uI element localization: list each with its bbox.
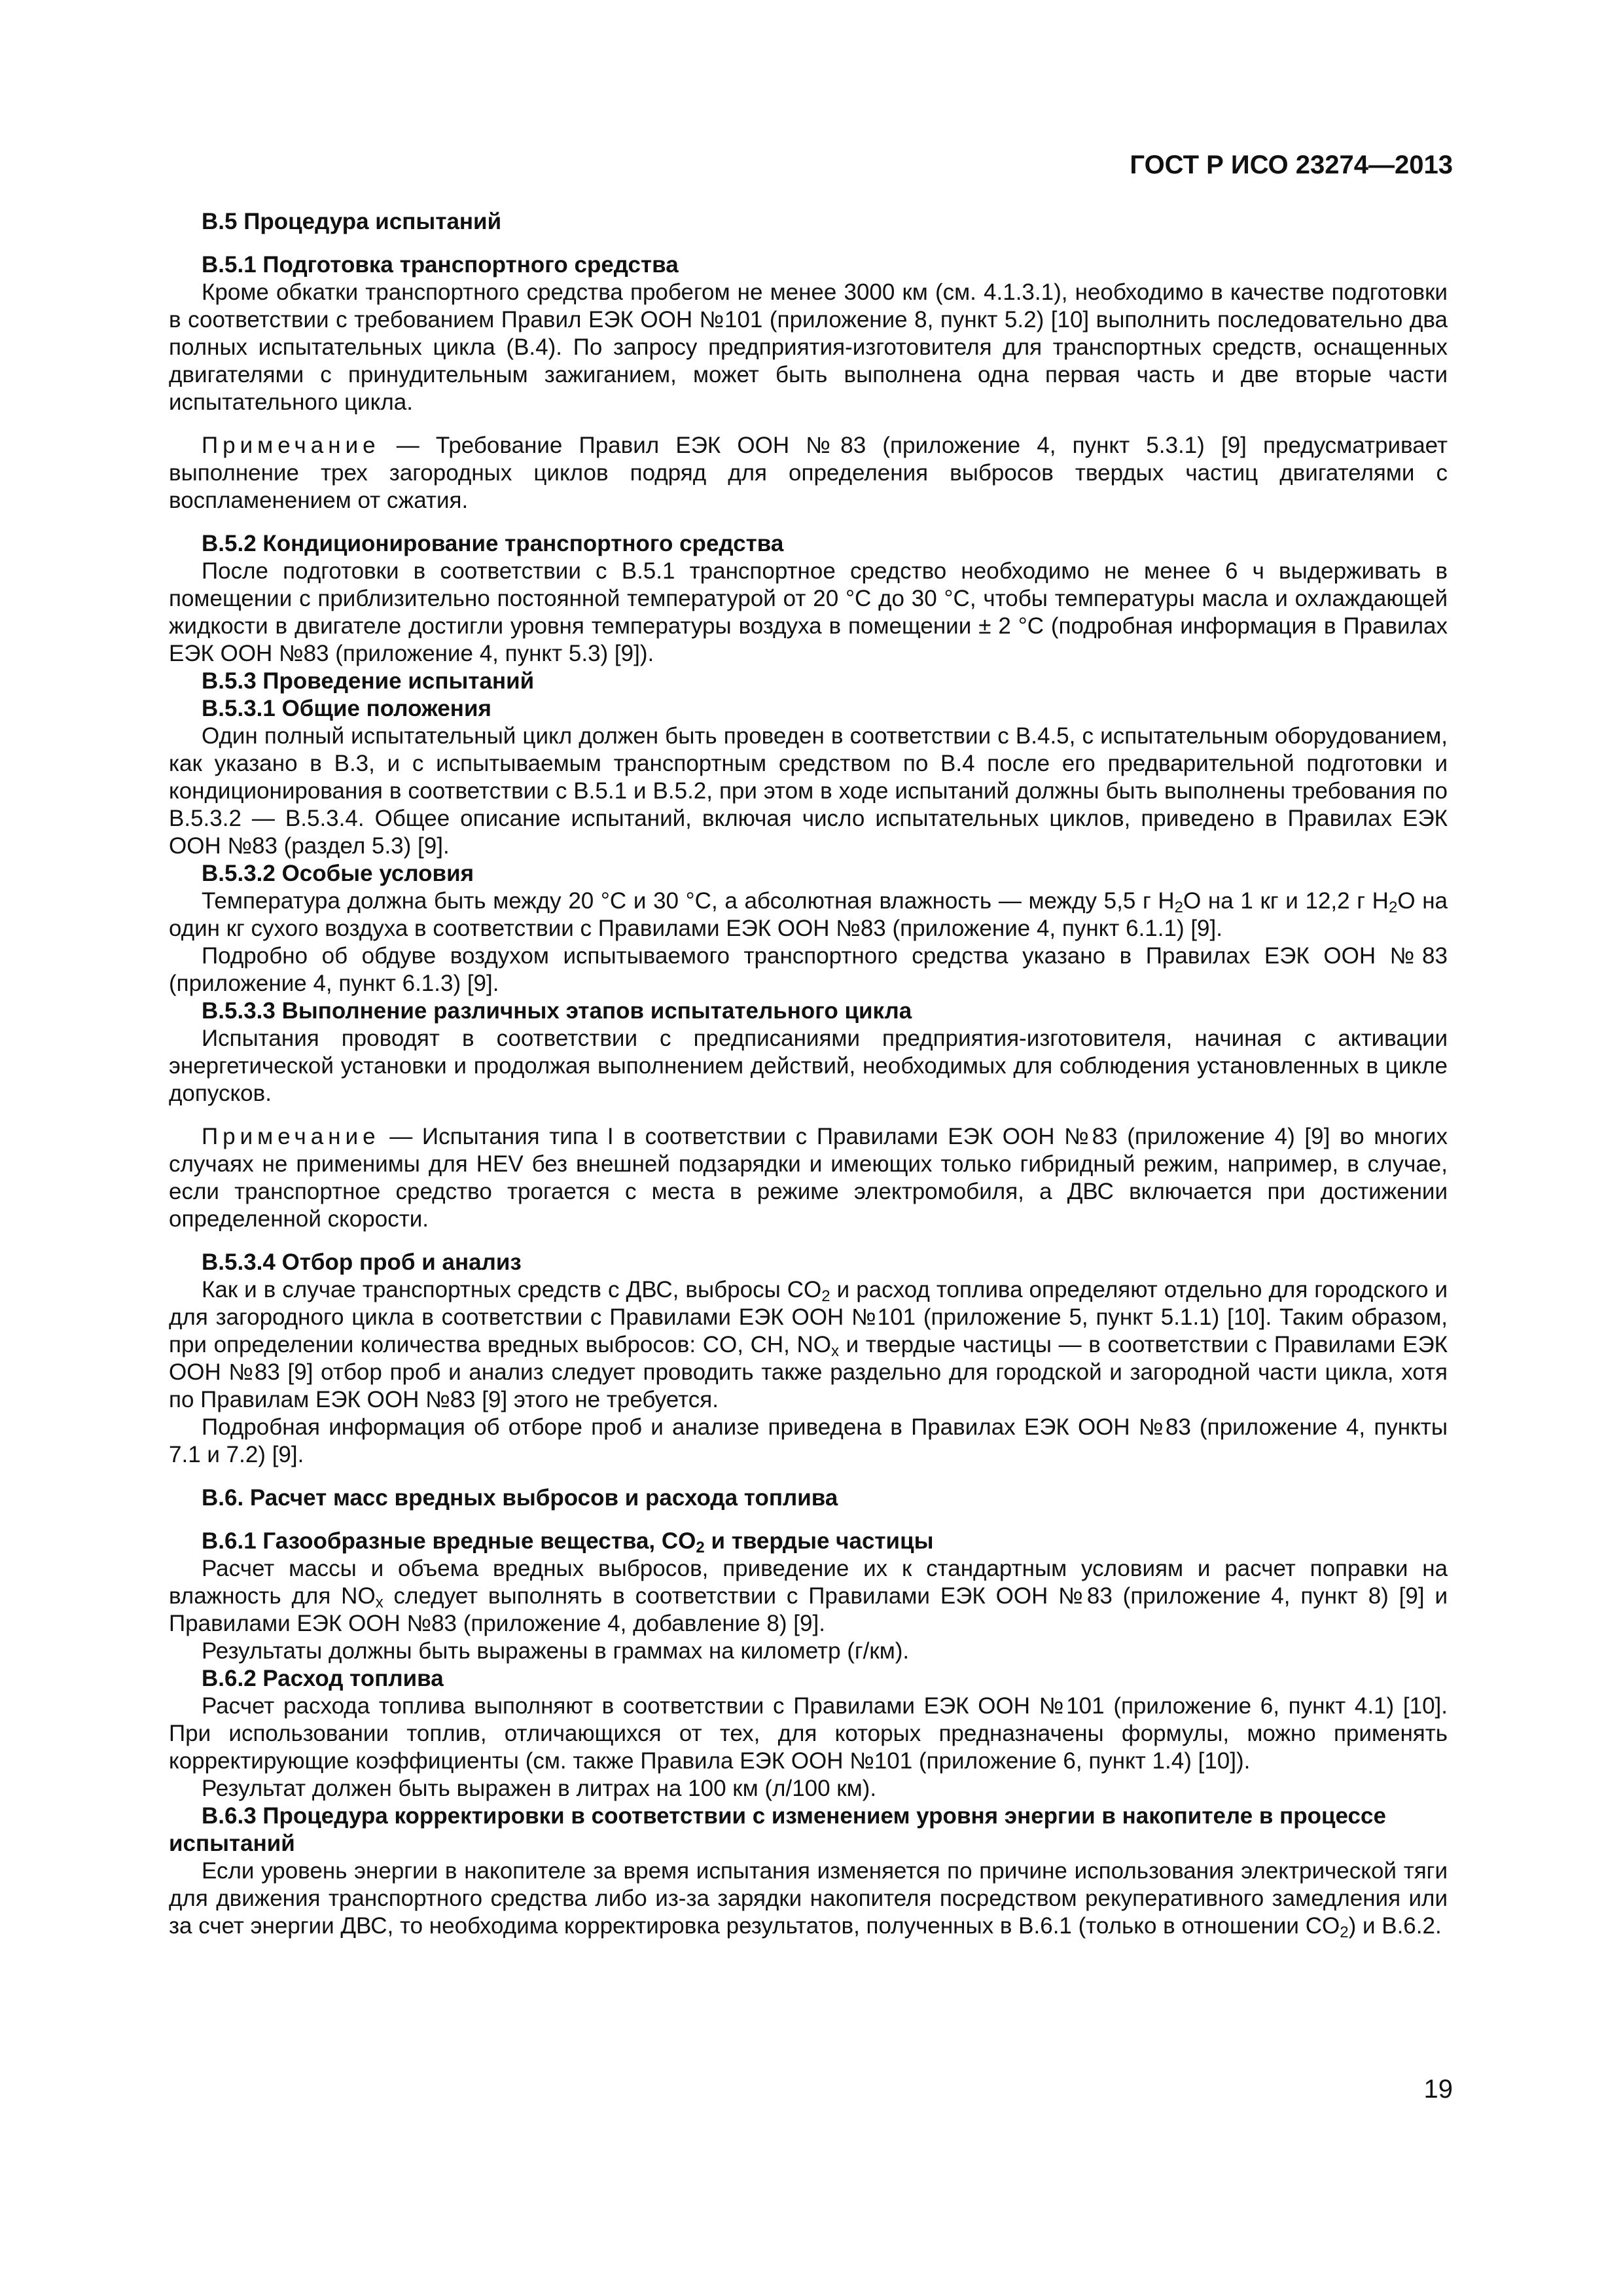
paragraph-b533: Испытания проводят в соответствии с предписаниями предприятия-изготовителя, начиная с активации энергетической установки и продолжая выполнением действий, необходимых для соблюдения установленных в цикле допусков.	[169, 1026, 1448, 1106]
subscript: 2	[821, 1287, 830, 1305]
section-heading-b6: В.6. Расчет масс вредных выбросов и расхода топлива	[202, 1485, 838, 1511]
section-heading-b534: В.5.3.4 Отбор проб и анализ	[202, 1249, 522, 1275]
subscript: 2	[1388, 899, 1398, 916]
page-body	[169, 208, 1448, 1940]
text-run: O на один кг сухого воздуха в соответствии с Правилами ЕЭК ООН №83 (приложение 4, пункт 6.1.1) [9].	[169, 888, 1448, 941]
section-heading-b61	[169, 1528, 1448, 1555]
text-run: В.6.1 Газообразные вредные вещества, CO	[202, 1528, 696, 1554]
paragraph-b62: Расчет расхода топлива выполняют в соответствии с Правилами ЕЭК ООН №101 (приложение 6, пункт 4.1) [10]. При использовании топлив, отличающихся от тех, для которых предназначены формулы, можно применять корректирующие коэффициенты (см. также Правила ЕЭК ООН №101 (приложение 6, пункт 1.4) [10]).	[169, 1693, 1448, 1774]
section-heading-b53: В.5.3 Проведение испытаний	[202, 668, 535, 694]
paragraph-b62-2: Результат должен быть выражен в литрах на 100 км (л/100 км).	[202, 1776, 877, 1801]
text-run: Если уровень энергии в накопителе за время испытания изменяется по причине использования электрической тяги для движения транспортного средства либо из-за зарядки накопителя посредством рекуперативного замедления или за счет энергии ДВС, то необходима корректировка результатов, полученных в В.6.1 (только в отношении CO	[169, 1858, 1448, 1939]
section-heading-b5: В.5 Процедура испытаний	[202, 209, 502, 234]
text-run: следует выполнять в соответствии с Правилами ЕЭК ООН №83 (приложение 4, пункт 8) [9] и Правилами ЕЭК ООН №83 (приложение 4, добавление 8) [9].	[169, 1583, 1448, 1636]
section-heading-b62: В.6.2 Расход топлива	[202, 1666, 444, 1691]
subscript: 2	[1174, 899, 1184, 916]
note-1	[169, 432, 1448, 514]
paragraph-b532-2: Подробно об обдуве воздухом испытываемого транспортного средства указано в Правилах ЕЭК ООН №83 (приложение 4, пункт 6.1.3) [9].	[169, 943, 1448, 996]
standard-designation: ГОСТ Р ИСО 23274—2013	[1130, 151, 1453, 179]
text-run: Расчет массы и объема вредных выбросов, приведение их к стандартным условиям и расчет поправки на влажность для NO	[169, 1556, 1448, 1609]
paragraph-b532	[169, 888, 1448, 942]
note-label: Примечание	[202, 433, 380, 458]
paragraph-b534-2: Подробная информация об отборе проб и анализе приведена в Правилах ЕЭК ООН №83 (приложение 4, пункты 7.1 и 7.2) [9].	[169, 1414, 1448, 1467]
paragraph-b61	[169, 1555, 1448, 1638]
text-run: O на 1 кг и 12,2 г H	[1183, 888, 1389, 914]
note-2	[169, 1123, 1448, 1233]
text-run: и расход топлива определяют отдельно для городского и для загородного цикла в соответствии с Правилами ЕЭК ООН №101 (приложение 5, пункт 5.1.1) [10]. Таким образом, при определении количества вредных выбросов: CO, CH, NO	[169, 1277, 1448, 1357]
subscript: 2	[1340, 1924, 1349, 1941]
paragraph-b61-2: Результаты должны быть выражены в граммах на километр (г/км).	[202, 1638, 910, 1664]
section-heading-b531: В.5.3.1 Общие положения	[202, 696, 491, 721]
section-heading-b63: В.6.3 Процедура корректировки в соответствии с изменением уровня энергии в накопителе в процессе испытаний	[169, 1803, 1386, 1856]
subscript: x	[831, 1342, 840, 1360]
page-number: 19	[1423, 2075, 1453, 2104]
note-1-text: — Требование Правил ЕЭК ООН №83 (приложение 4, пункт 5.3.1) [9] предусматривает выполнение трех загородных циклов подряд для определения выбросов твердых частиц двигателями с воспламенением от сжатия.	[169, 433, 1448, 513]
paragraph-b52: После подготовки в соответствии с В.5.1 транспортное средство необходимо не менее 6 ч выдерживать в помещении с приблизительно постоянной температурой от 20 °С до 30 °С, чтобы температуры масла и охлаждающей жидкости в двигателе достигли уровня температуры воздуха в помещении ± 2 °С (подробная информация в Правилах ЕЭК ООН №83 (приложение 4, пункт 5.3) [9]).	[169, 558, 1448, 666]
section-heading-b51: В.5.1 Подготовка транспортного средства	[202, 252, 679, 278]
subscript: 2	[696, 1539, 705, 1556]
paragraph-b534	[169, 1276, 1448, 1414]
section-heading-b533: В.5.3.3 Выполнение различных этапов испытательного цикла	[202, 998, 912, 1024]
paragraph-b51: Кроме обкатки транспортного средства пробегом не менее 3000 км (см. 4.1.3.1), необходимо в качестве подготовки в соответствии с требованием Правил ЕЭК ООН №101 (приложение 8, пункт 5.2) [10] выполнить последовательно два полных испытательных цикла (В.4). По запросу предприятия-изготовителя для транспортных средств, оснащенных двигателями с принудительным зажиганием, может быть выполнена одна первая часть и две вторые части испытательного цикла.	[169, 279, 1448, 415]
text-run: Температура должна быть между 20 °С и 30 °С, а абсолютная влажность — между 5,5 г H	[202, 888, 1175, 914]
paragraph-b63	[169, 1857, 1448, 1940]
text-run: и твердые частицы	[704, 1528, 934, 1554]
subscript: x	[375, 1594, 383, 1611]
section-heading-b532: В.5.3.2 Особые условия	[202, 861, 474, 886]
note-2-text: — Испытания типа I в соответствии с Правилами ЕЭК ООН №83 (приложение 4) [9] во многих случаях не применимы для HEV без внешней подзарядки и имеющих только гибридный режим, например, в случае, если транспортное средство трогается с места в режиме электромобиля, а ДВС включается при достижении определенной скорости.	[169, 1124, 1448, 1232]
text-run: ) и В.6.2.	[1348, 1913, 1442, 1939]
text-run: Как и в случае транспортных средств с ДВС, выбросы CO	[202, 1277, 822, 1302]
section-heading-b52: В.5.2 Кондиционирование транспортного средства	[202, 531, 784, 556]
paragraph-b531: Один полный испытательный цикл должен быть проведен в соответствии с В.4.5, с испытательным оборудованием, как указано в В.3, и с испытываемым транспортным средством по В.4 после его предварительной подготовки и кондиционирования в соответствии с В.5.1 и В.5.2, при этом в ходе испытаний должны быть выполнены требования по В.5.3.2 — В.5.3.4. Общее описание испытаний, включая число испытательных циклов, приведено в Правилах ЕЭК ООН №83 (раздел 5.3) [9].	[169, 723, 1448, 859]
text-run: и твердые частицы — в соответствии с Правилами ЕЭК ООН №83 [9] отбор проб и анализ следует проводить также раздельно для городской и загородной части цикла, хотя по Правилам ЕЭК ООН №83 [9] этого не требуется.	[169, 1332, 1448, 1412]
note-label: Примечание	[202, 1124, 380, 1149]
